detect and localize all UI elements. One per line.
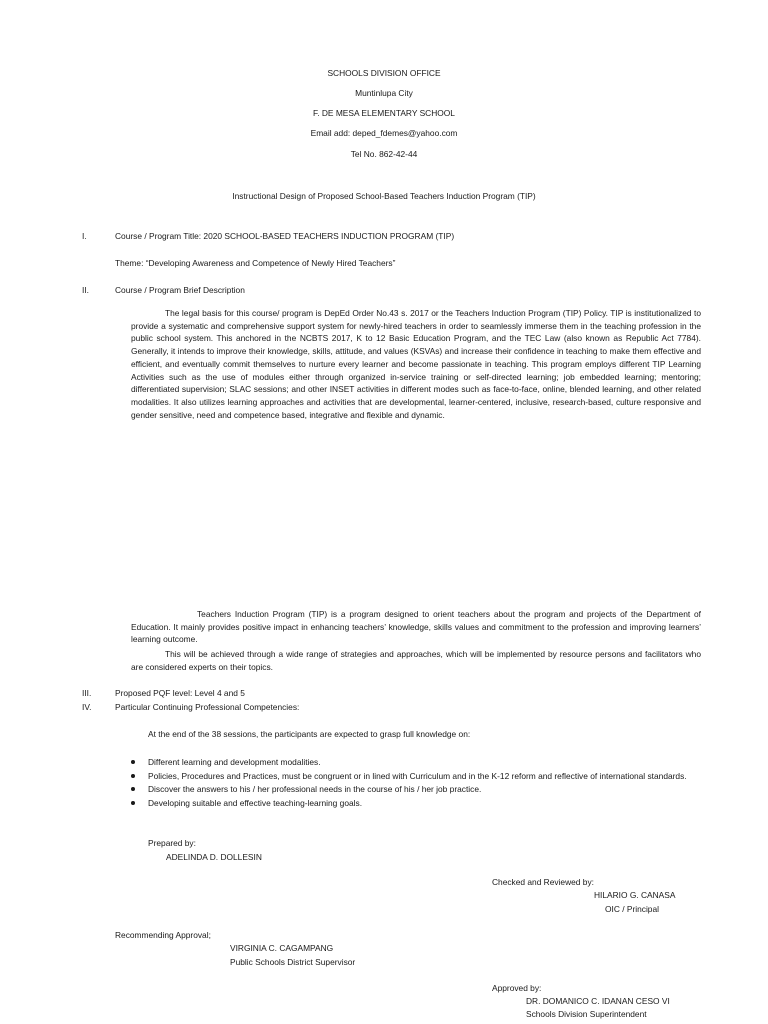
list-item: Policies, Procedures and Practices, must be congruent or in lined with Curriculum and in the K-12 reform and reflective of international standards. xyxy=(131,770,706,783)
document-title: Instructional Design of Proposed School-Based Teachers Induction Program (TIP) xyxy=(232,191,536,201)
approved-by-name: DR. DOMANICO C. IDANAN CESO VI xyxy=(526,996,670,1006)
section-3-heading: Proposed PQF level: Level 4 and 5 xyxy=(115,688,245,698)
section-4-heading: Particular Continuing Professional Competencies: xyxy=(115,702,300,712)
checked-by-title: OIC / Principal xyxy=(605,904,659,914)
checked-by-name: HILARIO G. CANASA xyxy=(594,890,676,900)
competency-list xyxy=(131,756,706,810)
header-office: SCHOOLS DIVISION OFFICE xyxy=(327,68,441,78)
tip-design-paragraph: Teachers Induction Program (TIP) is a program designed to orient teachers about the program and projects of the Department of Education. It mainly provides positive impact in enhancing teachers’ knowledge, skills values and commitment to the profession and improving learners’ learning outcome. xyxy=(131,609,701,645)
legal-basis-paragraph: The legal basis for this course/ program is DepEd Order No.43 s. 2017 or the Teachers Induction Program (TIP) Policy. TIP is institutionalized to provide a systematic and comprehensive support system for newly-hired teachers in order to seamlessly immerse them in the teaching profession in the public school system. This anchored in the NCBTS 2017, K to 12 Basic Education Program, and the TEC Law (also known as Republic Act 7784). Generally, it intends to improve their knowledge, skills, attitude, and values (KSVAs) and increase their confidence in teaching to make them effective and efficient, and eventually commit themselves to nurture every learner and become passionate in teaching. This program employs different TIP Learning Activities such as the use of modules either through organized in-service training or self-directed learning; job embedded learning; mentoring; differentiated supervision; SLAC sessions; and other INSET activities in different modes such as face-to-face, online, blended learning, and other related modalities. It also utilizes learning approaches and activities that are developmental, learner-centered, inclusive, research-based, culture responsive and gender sensitive, need and competence based, integrative and flexible and dynamic. xyxy=(131,308,701,420)
sessions-intro: At the end of the 38 sessions, the participants are expected to grasp full knowledge on: xyxy=(148,729,471,739)
section-1-numeral: I. xyxy=(82,231,87,241)
section-2-numeral: II. xyxy=(82,285,89,295)
header-tel: Tel No. 862-42-44 xyxy=(350,149,418,159)
list-item: Different learning and development modalities. xyxy=(131,756,706,769)
recommending-label: Recommending Approval; xyxy=(115,930,211,940)
section-2-heading: Course / Program Brief Description xyxy=(115,285,245,295)
section-3-numeral: III. xyxy=(82,688,92,698)
section-4-numeral: IV. xyxy=(82,702,92,712)
checked-by-label: Checked and Reviewed by: xyxy=(492,877,594,887)
approved-by-title: Schools Division Superintendent xyxy=(526,1009,647,1019)
recommending-name: VIRGINIA C. CAGAMPANG xyxy=(230,943,334,953)
approved-by-label: Approved by: xyxy=(492,983,542,993)
list-item: Discover the answers to his / her professional needs in the course of his / her job practice. xyxy=(131,783,706,796)
list-item: Developing suitable and effective teaching-learning goals. xyxy=(131,797,706,810)
section-1-heading: Course / Program Title: 2020 SCHOOL-BASED TEACHERS INDUCTION PROGRAM (TIP) xyxy=(115,231,455,241)
header-city: Muntinlupa City xyxy=(355,88,413,98)
strategies-paragraph: This will be achieved through a wide range of strategies and approaches, which will be implemented by resource persons and facilitators who are considered experts on their topics. xyxy=(131,649,701,672)
prepared-by-name: ADELINDA D. DOLLESIN xyxy=(166,852,262,862)
theme-line: Theme: “Developing Awareness and Competence of Newly Hired Teachers” xyxy=(115,258,396,268)
header-school: F. DE MESA ELEMENTARY SCHOOL xyxy=(313,108,455,118)
recommending-title: Public Schools District Supervisor xyxy=(230,957,356,967)
prepared-by-label: Prepared by: xyxy=(148,838,196,848)
header-email: Email add: deped_fdemes@yahoo.com xyxy=(310,128,458,138)
